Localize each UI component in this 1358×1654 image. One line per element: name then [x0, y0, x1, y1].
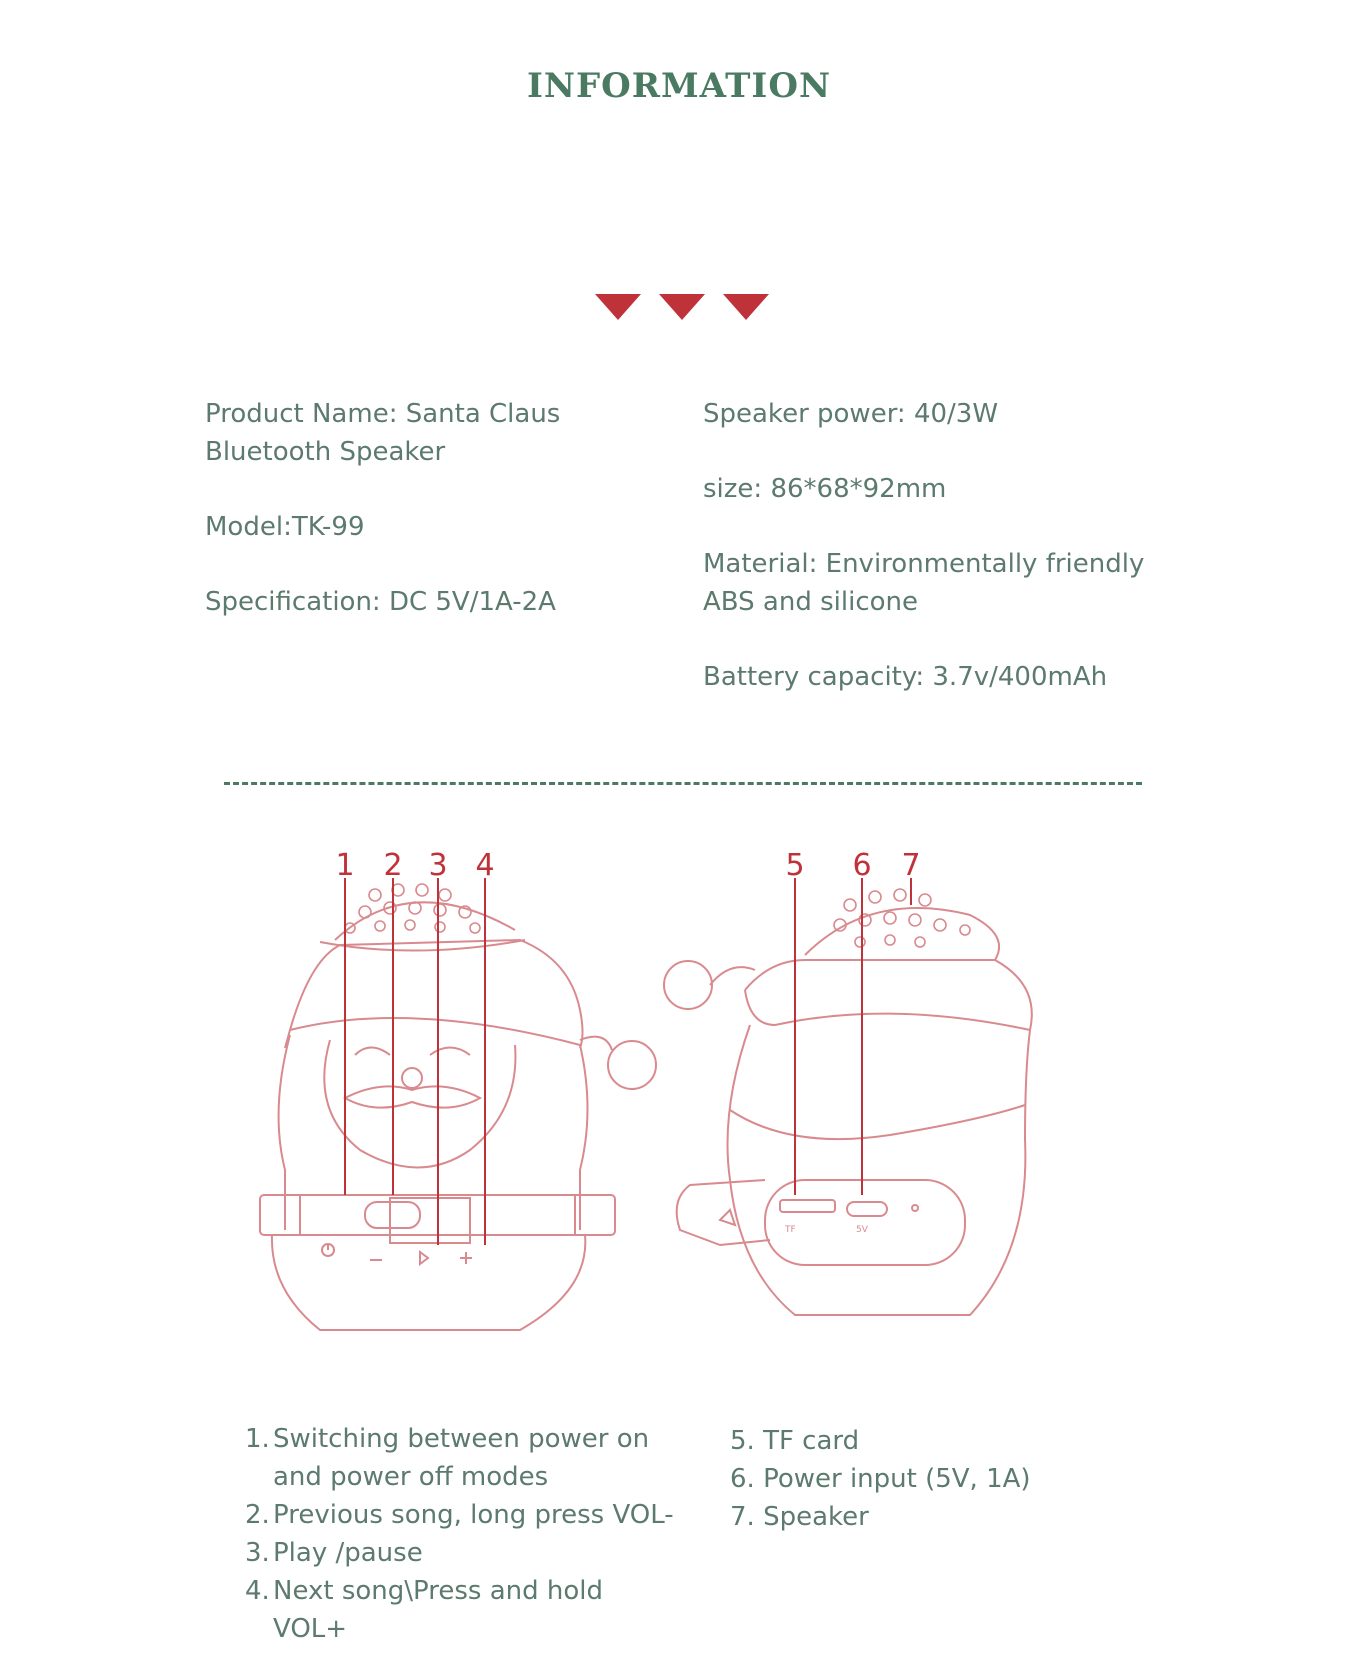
spec-size: size: 86*68*92mm	[703, 474, 947, 504]
callout-6: 6	[852, 850, 872, 883]
legend-item: and power off modes	[273, 1462, 549, 1492]
callout-7: 7	[901, 850, 921, 883]
legend-item: 3. Play /pause	[245, 1538, 423, 1568]
callout-lines	[345, 878, 911, 1245]
dashed-divider	[224, 782, 1142, 785]
spec-material-cont: ABS and silicone	[703, 587, 919, 617]
callout-5: 5	[785, 850, 805, 883]
spec-speaker-power: Speaker power: 40/3W	[703, 399, 999, 429]
legend-left	[245, 1420, 705, 1648]
product-diagram	[250, 850, 1100, 1370]
legend-item: 1. Switching between power on	[245, 1424, 650, 1454]
usb-port-label: 5V	[856, 1225, 868, 1235]
spec-material: Material: Environmentally friendly	[703, 549, 1145, 579]
page-title: INFORMATION	[526, 66, 832, 106]
down-arrow-icon	[659, 294, 705, 320]
legend-item: 4. Next song\Press and hold	[245, 1576, 604, 1606]
spec-product-name: Product Name: Santa Claus	[205, 399, 561, 429]
legend-item: 7. Speaker	[730, 1502, 869, 1532]
tf-port-label: TF	[785, 1225, 796, 1235]
legend-right	[730, 1422, 1031, 1536]
down-arrow-icon	[723, 294, 769, 320]
legend-item: 6. Power input (5V, 1A)	[730, 1464, 1031, 1494]
down-arrows-icon	[595, 294, 795, 334]
spec-model: Model:TK-99	[205, 512, 365, 542]
spec-battery: Battery capacity: 3.7v/400mAh	[703, 662, 1108, 692]
callout-1: 1	[335, 850, 355, 883]
spec-product-name-cont: Bluetooth Speaker	[205, 437, 446, 467]
spec-specification: Specification: DC 5V/1A-2A	[205, 587, 556, 617]
callout-4: 4	[475, 850, 495, 883]
callout-2: 2	[383, 850, 403, 883]
front-view-illustration	[260, 902, 656, 1330]
legend-item: 5. TF card	[730, 1426, 860, 1456]
side-view-illustration	[664, 908, 1032, 1315]
legend-item: VOL+	[273, 1614, 348, 1644]
legend-item: 2. Previous song, long press VOL-	[245, 1500, 674, 1530]
callout-3: 3	[428, 850, 448, 883]
down-arrow-icon	[595, 294, 641, 320]
